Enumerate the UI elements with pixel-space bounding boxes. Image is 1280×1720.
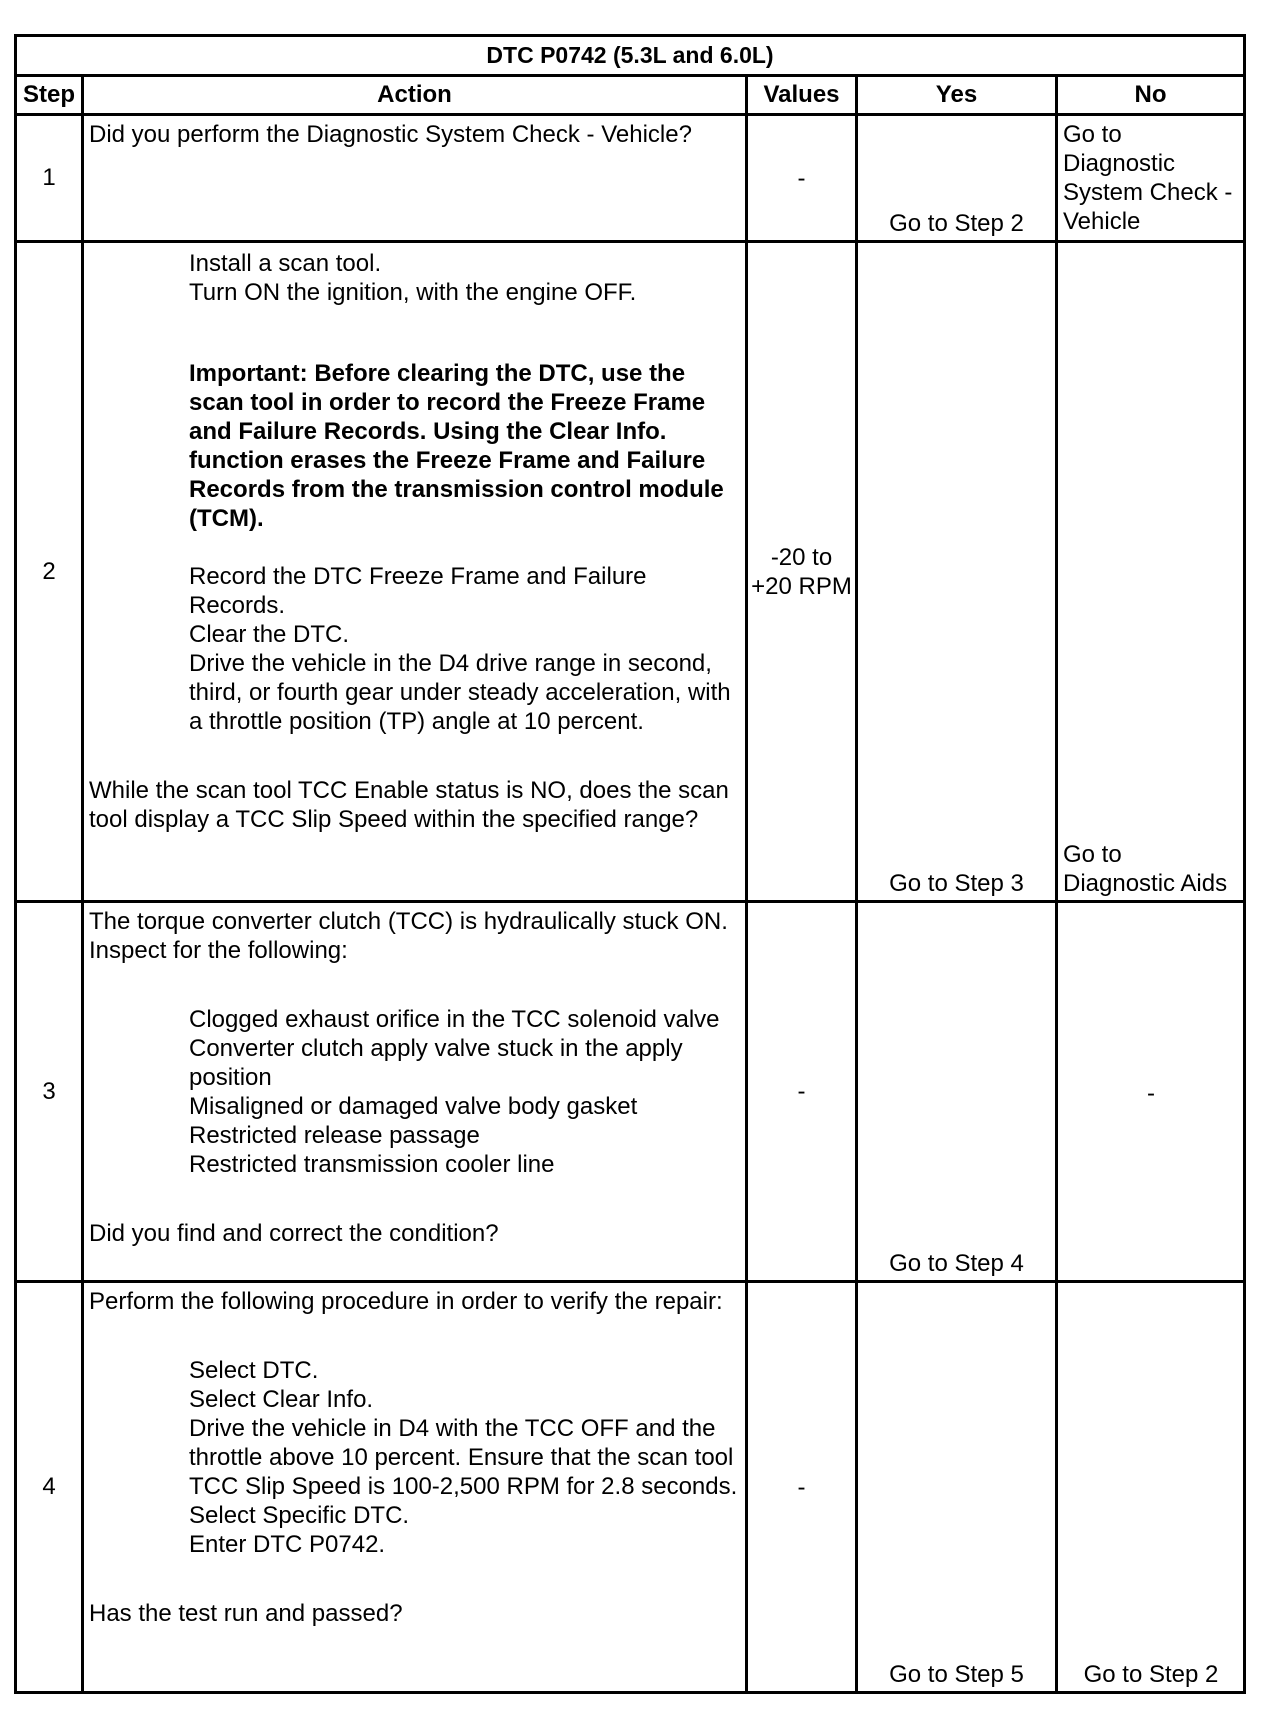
step-number: 1 [16,115,83,242]
procedure-step: Select DTC. [189,1357,319,1384]
procedure-step: Select Clear Info. [189,1386,374,1413]
important-note: Important: Before clearing the DTC, use the scan tool in order to record the Freeze Frame and Failure Records. Using the Clear Info. function erases the Freeze Frame and Failure Records from the transmission control module (TCM). [189,360,724,532]
action-cell [83,902,747,1282]
header-values: Values [747,76,857,115]
yes-cell: Go to Step 5 [857,1282,1057,1693]
value-cell: - [747,902,857,1282]
action-question: Did you perform the Diagnostic System Check - Vehicle? [89,121,692,148]
action-step: Install a scan tool. [189,250,382,277]
procedure-step: Select Specific DTC. [189,1502,410,1529]
action-question: Has the test run and passed? [89,1600,403,1627]
action-step: Record the DTC Freeze Frame and Failure Records. [189,563,647,619]
inspect-item: Converter clutch apply valve stuck in the apply position [189,1035,683,1091]
dtc-table [14,34,1246,1694]
action-intro: Perform the following procedure in order to verify the repair: [89,1288,723,1315]
no-cell: Go to Diagnostic Aids [1057,242,1245,902]
yes-cell: Go to Step 4 [857,902,1057,1282]
header-action: Action [83,76,747,115]
action-cell [83,115,747,242]
table-row [16,115,1245,242]
table-row [16,1282,1245,1693]
action-question: While the scan tool TCC Enable status is NO, does the scan tool display a TCC Slip Speed within the specified range? [89,777,729,833]
yes-cell: Go to Step 3 [857,242,1057,902]
table-row [16,242,1245,902]
no-cell: - [1057,902,1245,1282]
step-number: 4 [16,1282,83,1693]
table-row [16,902,1245,1282]
procedure-step: Enter DTC P0742. [189,1531,386,1558]
step-number: 2 [16,242,83,902]
inspect-item: Restricted release passage [189,1122,480,1149]
action-step: Drive the vehicle in the D4 drive range in second, third, or fourth gear under steady acceleration, with a throttle position (TP) angle at 10 percent. [189,650,731,735]
action-cell [83,1282,747,1693]
action-question: Did you find and correct the condition? [89,1220,499,1247]
action-intro: The torque converter clutch (TCC) is hydraulically stuck ON. Inspect for the following: [89,908,728,964]
value-cell: - [747,1282,857,1693]
procedure-step: Drive the vehicle in D4 with the TCC OFF and the throttle above 10 percent. Ensure that the scan tool TCC Slip Speed is 100-2,500 RPM for 2.8 seconds. [189,1415,738,1500]
value-cell: -20 to +20 RPM [747,242,857,902]
no-cell: Go to Diagnostic System Check - Vehicle [1057,115,1245,242]
header-yes: Yes [857,76,1057,115]
inspect-item: Misaligned or damaged valve body gasket [189,1093,638,1120]
action-step: Clear the DTC. [189,621,350,648]
action-step: Turn ON the ignition, with the engine OFF. [189,279,637,306]
yes-cell: Go to Step 2 [857,115,1057,242]
table-title: DTC P0742 (5.3L and 6.0L) [16,36,1245,76]
no-cell: Go to Step 2 [1057,1282,1245,1693]
header-row [16,76,1245,115]
step-number: 3 [16,902,83,1282]
inspect-item: Restricted transmission cooler line [189,1151,555,1178]
header-step: Step [16,76,83,115]
inspect-item: Clogged exhaust orifice in the TCC solenoid valve [189,1006,720,1033]
header-no: No [1057,76,1245,115]
action-cell [83,242,747,902]
value-cell: - [747,115,857,242]
